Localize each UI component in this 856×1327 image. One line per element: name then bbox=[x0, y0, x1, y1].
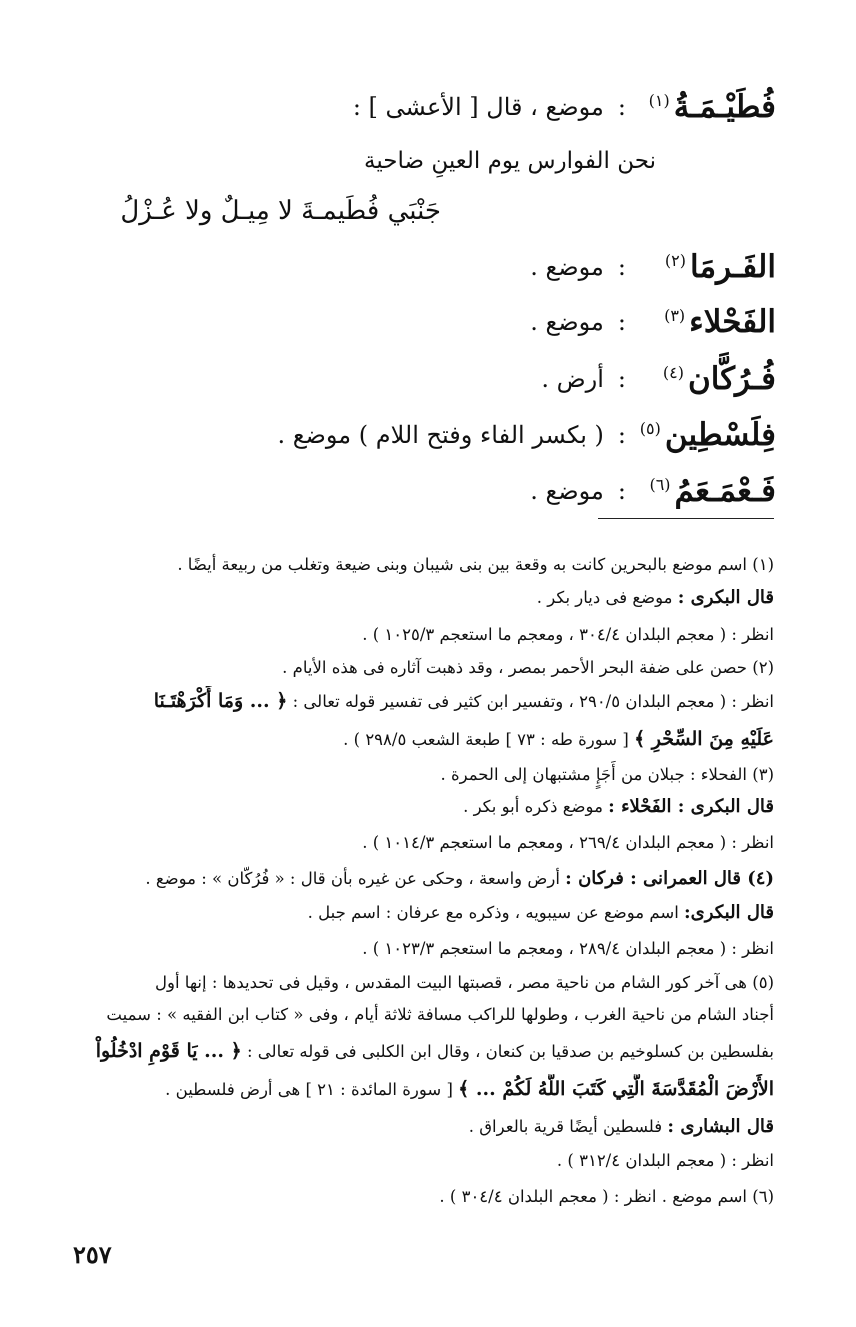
footnote-separator bbox=[598, 518, 774, 519]
footnote-line: الأَرْضَ الْمُقَدَّسَةَ الَّتِي كَتَبَ اللَّهُ لَكُمْ ... ﴾ [ سورة المائدة : ٢١ ] هى أرض فلسطين . bbox=[165, 1078, 774, 1100]
headword: فُـرُكَّان$^{(٤)}$ bbox=[662, 361, 776, 397]
definition: موضع . bbox=[530, 477, 604, 505]
footnote-line: (٤) قال العمرانى : فركان : أرض واسعة ، وحكى عن غيره بأن قال : « فُرُكّان » : موضع . bbox=[145, 868, 774, 889]
colon: : bbox=[617, 253, 626, 281]
footnote-line: انظر : ( معجم البلدان ٣١٢/٤ ) . bbox=[556, 1151, 774, 1170]
footnote-marker: (٣) bbox=[664, 305, 686, 325]
footnote-line: انظر : ( معجم البلدان ٢٩٠/٥ ، وتفسير ابن كثير فى تفسير قوله تعالى : ﴿ ... وَمَا أَكْرَهْتَـنَا bbox=[153, 690, 774, 712]
definition: أرض . bbox=[541, 365, 604, 393]
headword: فُطَيْـمَـةُ$^{(١)}$ bbox=[648, 89, 776, 125]
entry-fahla bbox=[76, 293, 776, 351]
headword: الفَحْلاء$^{(٣)}$ bbox=[664, 304, 776, 340]
footnote-line: انظر : ( معجم البلدان ٢٦٩/٤ ، ومعجم ما استعجم ١٠١٤/٣ ) . bbox=[362, 833, 774, 852]
entry-fatima bbox=[76, 78, 776, 136]
page-number: ٢٥٧ bbox=[73, 1240, 112, 1269]
footnote-line: (٦) اسم موضع . انظر : ( معجم البلدان ٣٠٤/٤ ) . bbox=[439, 1187, 774, 1206]
footnote-line: انظر : ( معجم البلدان ٣٠٤/٤ ، ومعجم ما استعجم ١٠٢٥/٣ ) . bbox=[362, 625, 774, 644]
footnote-line: انظر : ( معجم البلدان ٢٨٩/٤ ، ومعجم ما استعجم ١٠٢٣/٣ ) . bbox=[362, 939, 774, 958]
footnote-line: (٢) حصن على ضفة البحر الأحمر بمصر ، وقد ذهبت آثاره فى هذه الأيام . bbox=[282, 658, 774, 677]
footnote-line: بفلسطين بن كسلوخيم بن صدقيا بن كنعان ، وقال ابن الكلبى فى قوله تعالى : ﴿ ... يَا قَوْمِ ادْخُلُواْ bbox=[95, 1040, 774, 1062]
footnote-line: (٣) الفحلاء : جبلان من أَجَإٍ مشتبهان إلى الحمرة . bbox=[440, 765, 774, 784]
entry-famama bbox=[76, 462, 776, 520]
footnote-marker: (٦) bbox=[649, 474, 671, 494]
footnote-line: قال البكرى : موضع فى ديار بكر . bbox=[536, 587, 774, 608]
headword: فِلَسْطِين$^{(٥)}$ bbox=[639, 417, 776, 453]
footnote-marker: (١) bbox=[648, 90, 670, 110]
footnote-line: قال البكرى : الفَحْلاء : موضع ذكره أبو بكر . bbox=[463, 796, 774, 817]
headword: الفَـرمَا$^{(٢)}$ bbox=[664, 249, 776, 285]
definition: ( بكسر الفاء وفتح اللام ) موضع . bbox=[277, 421, 604, 449]
colon: : bbox=[617, 477, 626, 505]
footnote-marker: (٢) bbox=[664, 250, 687, 270]
colon: : bbox=[617, 421, 626, 449]
entry-furukkan bbox=[76, 350, 776, 408]
entry-farama bbox=[76, 238, 776, 296]
verse-line-1: نحن الفوارس يوم العينِ ضاحية bbox=[364, 148, 656, 174]
footnote-marker: (٥) bbox=[639, 418, 661, 438]
footnote-line: (١) اسم موضع بالبحرين كانت به وقعة بين بنى شيبان وبنى ضيعة وتغلب من ربيعة أيضًا . bbox=[177, 555, 774, 574]
footnote-line: قال البشارى : فلسطين أيضًا قرية بالعراق . bbox=[468, 1116, 774, 1137]
footnote-line: عَلَيْهِ مِنَ السِّحْرِ ﴾ [ سورة طه : ٧٣ ] طبعة الشعب ٢٩٨/٥ ) . bbox=[343, 728, 774, 750]
definition: موضع ، قال [ الأعشى ] : bbox=[352, 93, 604, 121]
footnote-line: (٥) هى آخر كور الشام من ناحية مصر ، قصبتها البيت المقدس ، وقيل فى تحديدها : إنها أول bbox=[155, 973, 774, 992]
definition: موضع . bbox=[530, 253, 604, 281]
entry-filastin bbox=[76, 406, 776, 464]
colon: : bbox=[617, 365, 626, 393]
colon: : bbox=[617, 93, 626, 121]
verse-line-2: جَنْبَي فُطَيمـةَ لا مِيـلٌ ولا عُـزْلُ bbox=[120, 196, 441, 226]
footnote-marker: (٤) bbox=[662, 362, 685, 382]
colon: : bbox=[617, 308, 626, 336]
footnote-line: قال البكرى: اسم موضع عن سيبويه ، وذكره مع عرفان : اسم جبل . bbox=[307, 902, 774, 923]
headword: فَـعْمَـعَمُ$^{(٦)}$ bbox=[649, 473, 776, 509]
definition: موضع . bbox=[530, 308, 604, 336]
footnote-line: أجناد الشام من ناحية الغرب ، وطولها للراكب مسافة ثلاثة أيام ، وفى « كتاب ابن الفقيه » : سميت bbox=[106, 1005, 774, 1024]
